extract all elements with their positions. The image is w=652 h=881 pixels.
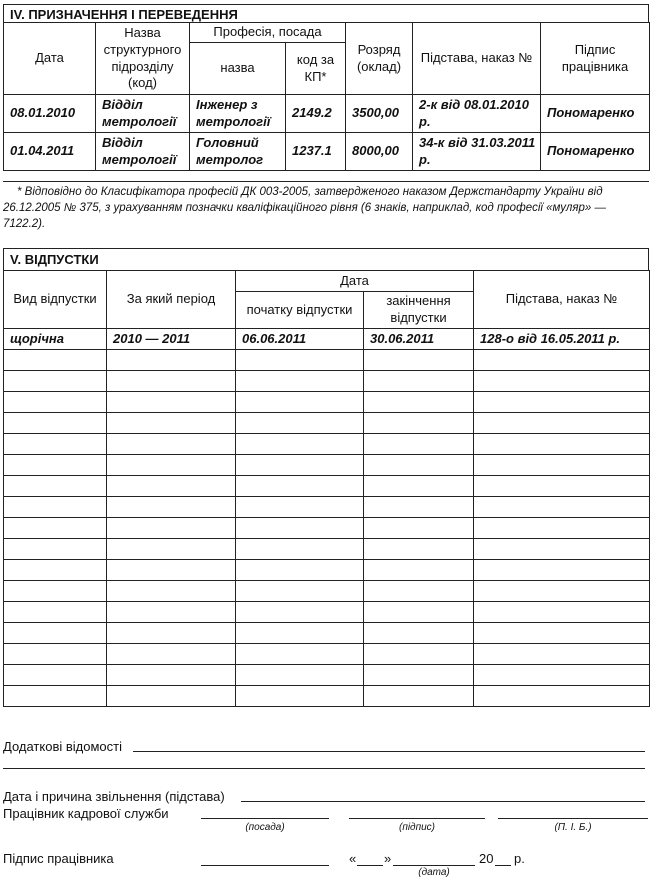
table-row-empty bbox=[4, 665, 650, 686]
table-row-empty bbox=[4, 413, 650, 434]
footnote: * Відповідно до Класифікатора професій ДК 003-2005, затвердженого наказом Держстандарту України від 26.12.2005 № 375, з урахуванням позначки кваліфікаційного рівня (6 знаків, наприклад, код професії «муляр» — 7122.2). bbox=[3, 181, 649, 232]
caption-date: (дата) bbox=[418, 867, 450, 878]
hr-worker-label: Працівник кадрової служби bbox=[3, 806, 169, 821]
quote-open: « bbox=[349, 851, 357, 866]
table-row-empty bbox=[4, 686, 650, 707]
vacations-table bbox=[3, 270, 650, 707]
additional-info-label: Додаткові відомості bbox=[3, 739, 122, 754]
table-row-empty bbox=[4, 602, 650, 623]
table-row-empty bbox=[4, 434, 650, 455]
table-row-empty bbox=[4, 644, 650, 665]
table-row: 01.04.2011 Відділ метрології Головний метролог 1237.1 8000,00 34-к від 31.03.2011 р. Пономаренко bbox=[4, 133, 650, 171]
header-prof-name: назва bbox=[190, 43, 286, 95]
year-prefix: 20 bbox=[479, 851, 494, 866]
month-line[interactable] bbox=[393, 865, 475, 866]
hr-name-line[interactable] bbox=[498, 818, 648, 819]
table-row-empty bbox=[4, 539, 650, 560]
header-profession: Професія, посада bbox=[190, 23, 346, 43]
table-row-empty bbox=[4, 371, 650, 392]
header-date: Дата bbox=[236, 271, 474, 292]
table-row-empty bbox=[4, 350, 650, 371]
header-date: Дата bbox=[4, 23, 96, 95]
header-start: початку відпустки bbox=[236, 292, 364, 329]
caption-signature: (підпис) bbox=[399, 822, 435, 833]
section-4-title: IV. ПРИЗНАЧЕННЯ І ПЕРЕВЕДЕННЯ bbox=[3, 4, 649, 23]
header-department: Назва структурного підрозділу (код) bbox=[96, 23, 190, 95]
hr-signature-line[interactable] bbox=[349, 818, 485, 819]
table-row-empty bbox=[4, 623, 650, 644]
appointments-table bbox=[3, 22, 650, 171]
header-basis: Підстава, наказ № bbox=[474, 271, 650, 329]
table-row: щорічна 2010 — 2011 06.06.2011 30.06.2011 128-о від 16.05.2011 р. bbox=[4, 329, 650, 350]
section-5-title: V. ВІДПУСТКИ bbox=[3, 248, 649, 270]
caption-name: (П. І. Б.) bbox=[554, 822, 592, 833]
additional-info-line[interactable] bbox=[133, 751, 645, 752]
additional-info-line-2[interactable] bbox=[3, 768, 645, 769]
table-row-empty bbox=[4, 497, 650, 518]
year-line[interactable] bbox=[495, 865, 511, 866]
header-type: Вид відпустки bbox=[4, 271, 107, 329]
employee-signature-label: Підпис працівника bbox=[3, 851, 114, 866]
header-end: закінчення відпустки bbox=[364, 292, 474, 329]
header-basis: Підстава, наказ № bbox=[413, 23, 541, 95]
hr-position-line[interactable] bbox=[201, 818, 329, 819]
table-row-empty bbox=[4, 581, 650, 602]
header-period: За який період bbox=[107, 271, 236, 329]
table-row-empty bbox=[4, 476, 650, 497]
header-prof-code: код за КП* bbox=[286, 43, 346, 95]
header-rank: Розряд (оклад) bbox=[346, 23, 413, 95]
table-row-empty bbox=[4, 392, 650, 413]
table-row-empty bbox=[4, 455, 650, 476]
table-row-empty bbox=[4, 560, 650, 581]
year-suffix: р. bbox=[514, 851, 525, 866]
dismissal-line[interactable] bbox=[241, 801, 645, 802]
table-row: 08.01.2010 Відділ метрології Інженер з метрології 2149.2 3500,00 2-к від 08.01.2010 р. Пономаренко bbox=[4, 95, 650, 133]
table-row-empty bbox=[4, 518, 650, 539]
dismissal-label: Дата і причина звільнення (підстава) bbox=[3, 789, 225, 804]
header-signature: Підпис працівника bbox=[541, 23, 650, 95]
quote-close: » bbox=[384, 851, 392, 866]
day-line[interactable] bbox=[357, 865, 383, 866]
employee-signature-line[interactable] bbox=[201, 865, 329, 866]
caption-position: (посада) bbox=[245, 822, 285, 833]
